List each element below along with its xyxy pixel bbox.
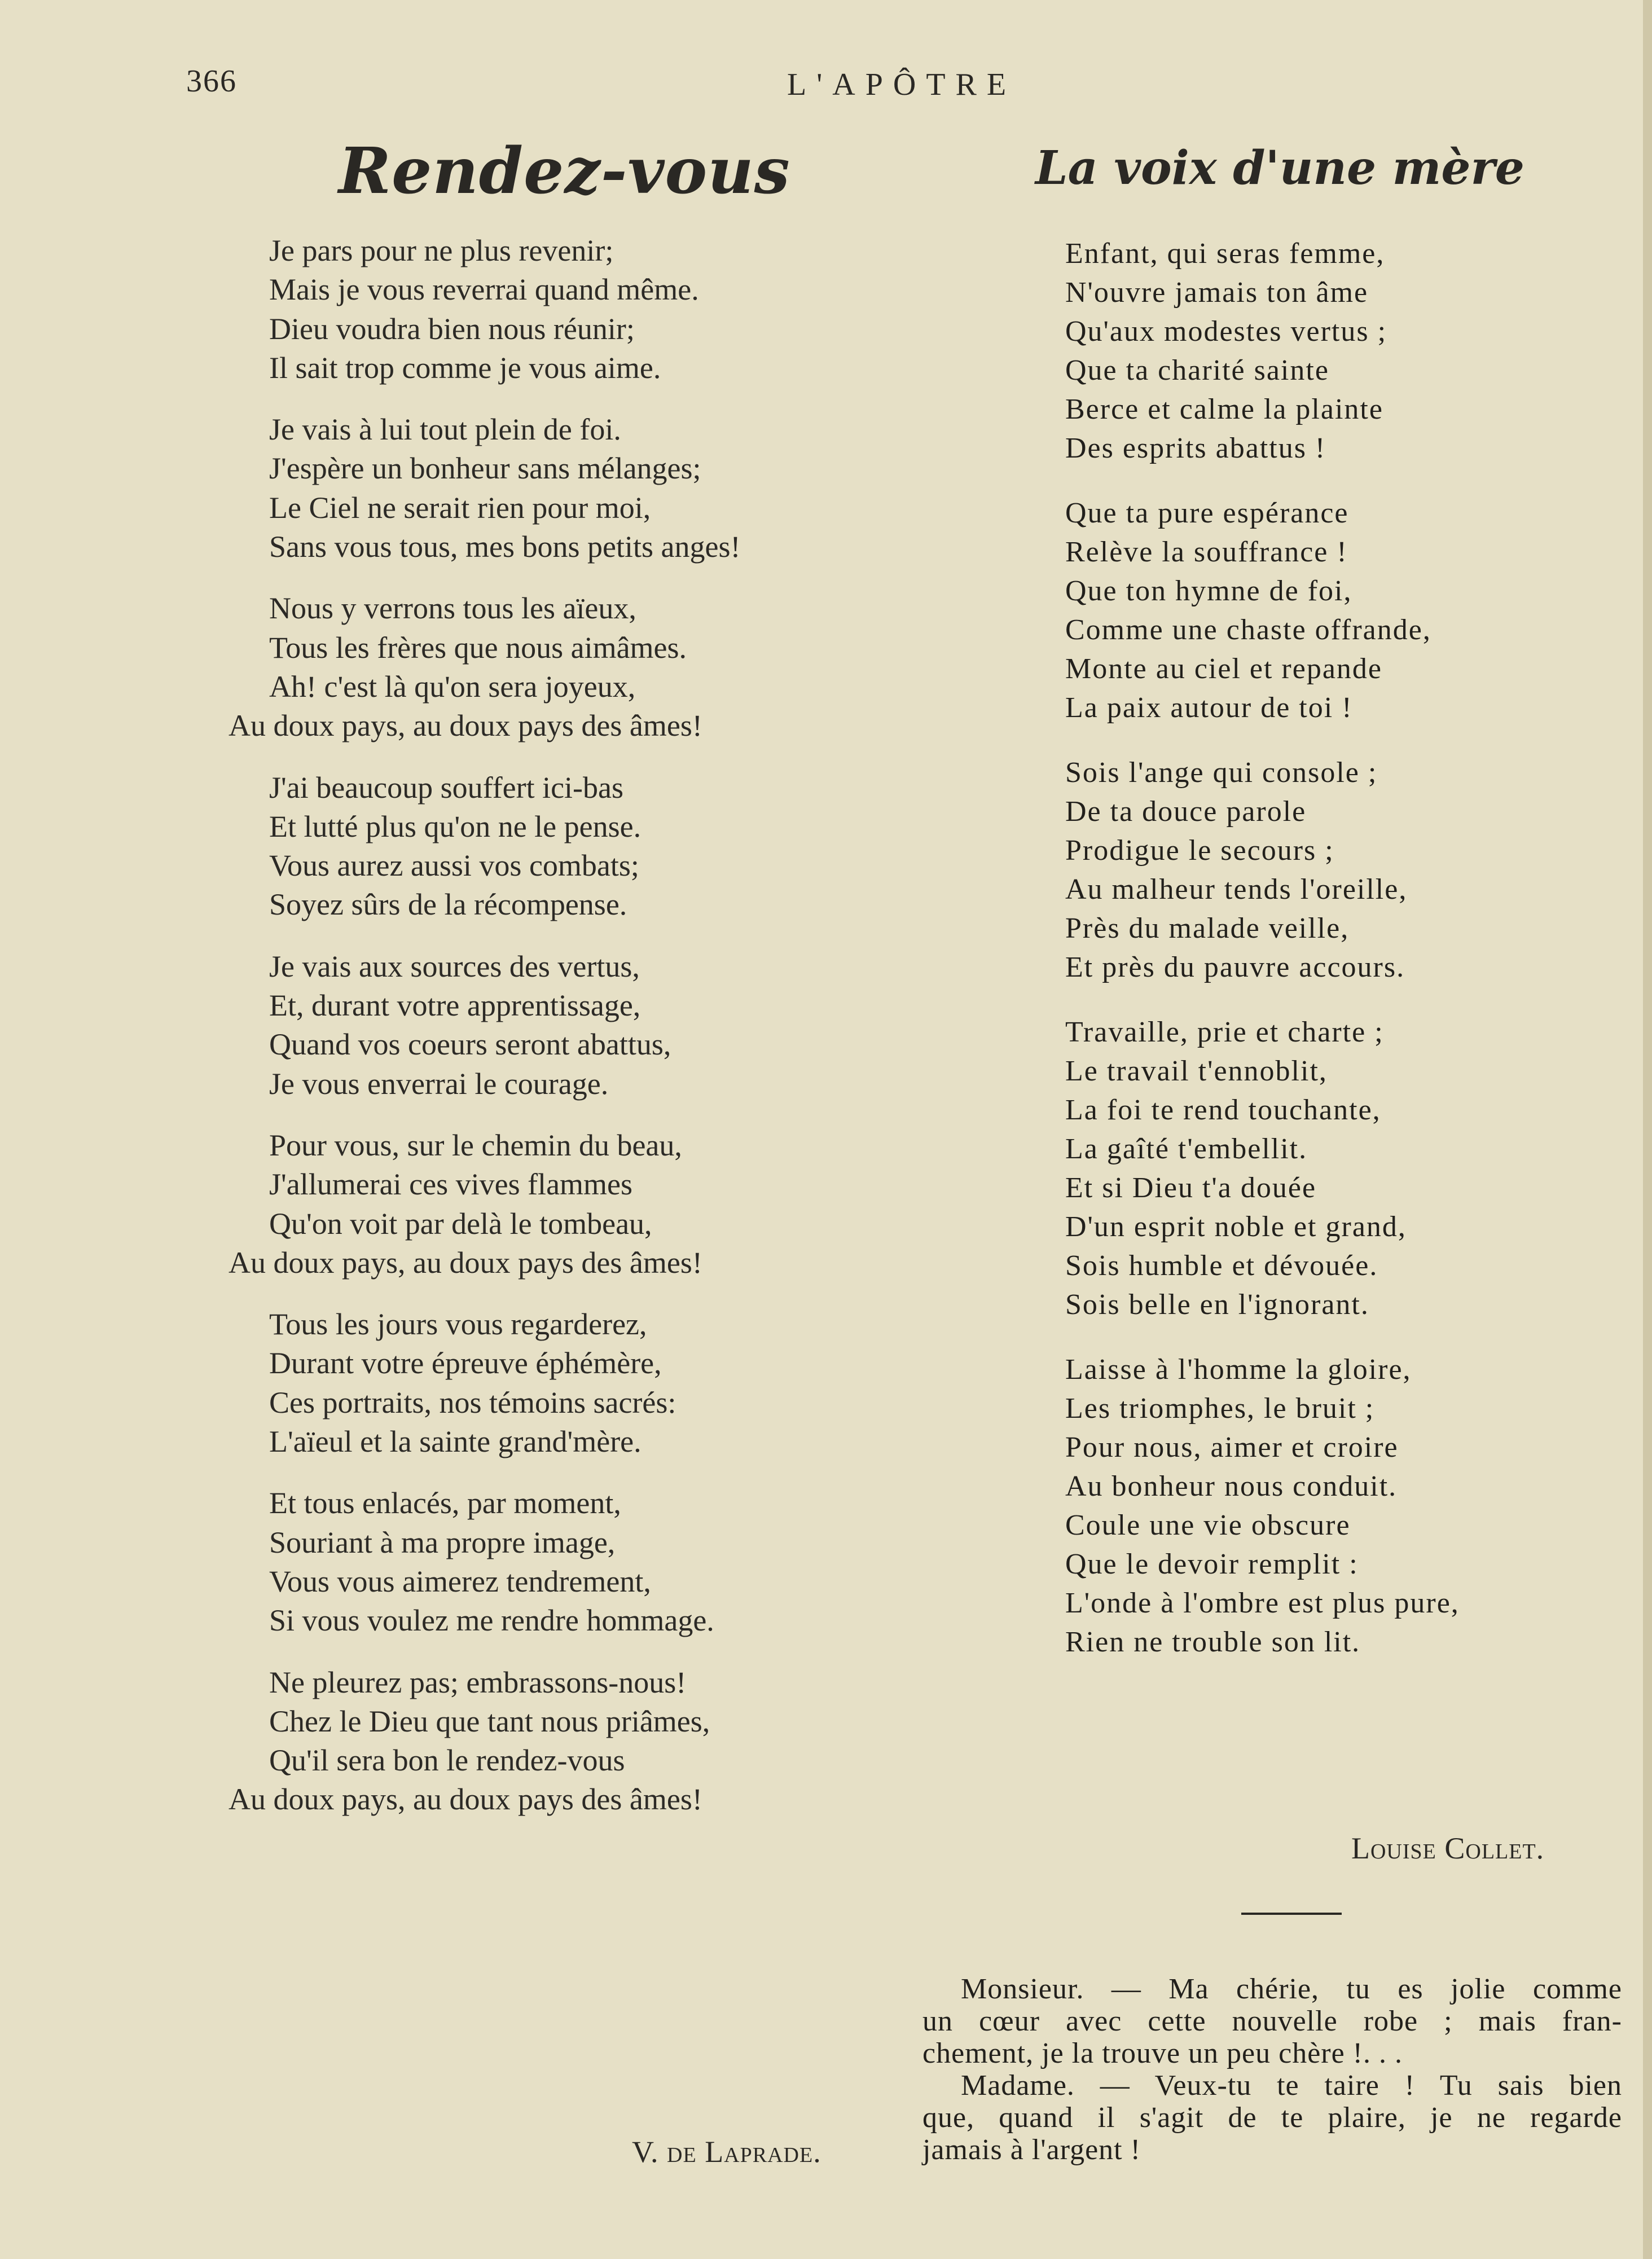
poem-line: Berce et calme la plainte: [1065, 393, 1383, 425]
stanza: [229, 231, 906, 388]
poem-line: Et, durant votre apprentissage,: [269, 988, 641, 1023]
poem-line: Tous les frères que nous aimâmes.: [269, 630, 687, 665]
poem-line: Enfant, qui seras femme,: [1065, 238, 1385, 270]
poem-line: L'aïeul et la sainte grand'mère.: [269, 1425, 642, 1459]
poem-line: Qu'on voit par delà le tombeau,: [269, 1206, 652, 1241]
poem-line: Nous y verrons tous les aïeux,: [269, 591, 636, 626]
poem-line: Je vais aux sources des vertus,: [269, 949, 640, 983]
page-number: 366: [186, 64, 237, 99]
right-poem-title: La voix d'une mère: [1035, 141, 1524, 195]
poem-line: Au bonheur nous conduit.: [1065, 1470, 1398, 1502]
poem-line: Souriant à ma propre image,: [269, 1525, 616, 1559]
stanza: [229, 768, 906, 925]
dialogue-line: Madame. — Veux-tu te taire ! Tu sais bien: [961, 2069, 1622, 2102]
stanza: [1065, 753, 1629, 987]
stanza: [229, 1663, 906, 1819]
left-poem-signature: V. de Laprade.: [632, 2135, 821, 2169]
poem-line: Il sait trop comme je vous aime.: [269, 350, 661, 385]
poem-line: Je vais à lui tout plein de foi.: [269, 412, 621, 447]
poem-line: N'ouvre jamais ton âme: [1065, 276, 1369, 309]
poem-line: J'espère un bonheur sans mélanges;: [269, 451, 701, 486]
stanza: [1065, 494, 1629, 727]
poem-line: D'un esprit noble et grand,: [1065, 1211, 1407, 1243]
poem-line: Mais je vous reverrai quand même.: [269, 273, 699, 307]
poem-line: Ah! c'est là qu'on sera joyeux,: [269, 669, 636, 704]
poem-line: Sois belle en l'ignorant.: [1065, 1289, 1369, 1321]
page-edge: [1643, 0, 1652, 2259]
poem-line: Près du malade veille,: [1065, 912, 1350, 944]
stanza: [229, 589, 906, 745]
poem-line: Le travail t'ennoblit,: [1065, 1055, 1328, 1087]
poem-line: Je vous enverrai le courage.: [269, 1066, 609, 1101]
poem-line: Vous aurez aussi vos combats;: [269, 849, 639, 883]
poem-line: J'allumerai ces vives flammes: [269, 1167, 633, 1202]
poem-line: Que ta pure espérance: [1065, 497, 1349, 529]
poem-line: Laisse à l'homme la gloire,: [1065, 1353, 1412, 1386]
poem-line: Soyez sûrs de la récompense.: [269, 887, 627, 922]
poem-line: Au malheur tends l'oreille,: [1065, 873, 1408, 906]
running-title: L'APÔTRE: [787, 67, 1017, 102]
poem-line: Que le devoir remplit :: [1065, 1548, 1359, 1580]
left-poem-title: Rendez-vous: [339, 134, 790, 208]
poem-line: Rien ne trouble son lit.: [1065, 1626, 1361, 1658]
poem-line: Relève la souffrance !: [1065, 536, 1348, 568]
right-poem-signature: Louise Collet.: [1351, 1831, 1545, 1865]
poem-line: Les triomphes, le bruit ;: [1065, 1392, 1375, 1425]
poem-line: Durant votre épreuve éphémère,: [269, 1346, 662, 1381]
poem-line: De ta douce parole: [1065, 796, 1307, 828]
poem-line: La gaîté t'embellit.: [1065, 1133, 1308, 1165]
dialogue-text: [922, 1973, 1622, 2166]
poem-line: J'ai beaucoup souffert ici-bas: [269, 770, 624, 805]
stanza: [229, 947, 906, 1104]
dialogue-line: un cœur avec cette nouvelle robe ; mais fran-: [922, 2005, 1622, 2037]
poem-line: Le Ciel ne serait rien pour moi,: [269, 490, 651, 525]
poem-line: Prodigue le secours ;: [1065, 834, 1334, 867]
stanza: [229, 1126, 906, 1282]
stanza: [229, 1484, 906, 1640]
poem-line: Et près du pauvre accours.: [1065, 951, 1405, 983]
poem-line: Qu'aux modestes vertus ;: [1065, 315, 1387, 348]
right-poem: [1065, 234, 1629, 1687]
poem-line: L'onde à l'ombre est plus pure,: [1065, 1587, 1460, 1619]
poem-line: Je pars pour ne plus revenir;: [269, 234, 614, 267]
poem-line: La foi te rend touchante,: [1065, 1094, 1381, 1126]
poem-line: Que ton hymne de foi,: [1065, 575, 1352, 607]
dialogue-line: Monsieur. — Ma chérie, tu es jolie comme: [961, 1973, 1622, 2005]
poem-line: Ces portraits, nos témoins sacrés:: [269, 1385, 676, 1419]
poem-line: Sois l'ange qui console ;: [1065, 757, 1378, 789]
stanza: [229, 1305, 906, 1461]
poem-line: Tous les jours vous regarderez,: [269, 1307, 647, 1342]
poem-line: Ne pleurez pas; embrassons-nous!: [269, 1665, 687, 1699]
dialogue-line: jamais à l'argent !: [922, 2134, 1141, 2166]
poem-line: Sans vous tous, mes bons petits anges!: [269, 530, 741, 564]
section-divider: [1241, 1913, 1342, 1915]
poem-line: Et lutté plus qu'on ne le pense.: [269, 809, 642, 843]
stanza: [1065, 1013, 1629, 1324]
poem-line: Au doux pays, au doux pays des âmes!: [229, 1782, 702, 1817]
poem-line: Quand vos coeurs seront abattus,: [269, 1027, 671, 1062]
dialogue-line: chement, je la trouve un peu chère !. . .: [922, 2037, 1403, 2069]
poem-line: Vous vous aimerez tendrement,: [269, 1564, 651, 1598]
poem-line: Sois humble et dévouée.: [1065, 1250, 1378, 1282]
stanza: [1065, 234, 1629, 468]
poem-line: Des esprits abattus !: [1065, 432, 1326, 464]
poem-line: Chez le Dieu que tant nous priâmes,: [269, 1704, 710, 1738]
poem-line: Que ta charité sainte: [1065, 354, 1329, 386]
poem-line: Travaille, prie et charte ;: [1065, 1016, 1384, 1048]
poem-line: Comme une chaste offrande,: [1065, 614, 1431, 646]
poem-line: Au doux pays, au doux pays des âmes!: [229, 709, 702, 743]
poem-line: Au doux pays, au doux pays des âmes!: [229, 1245, 702, 1280]
dialogue-line: que, quand il s'agit de te plaire, je ne regarde: [922, 2102, 1622, 2134]
stanza: [229, 410, 906, 566]
poem-line: Dieu voudra bien nous réunir;: [269, 311, 635, 346]
poem-line: Pour nous, aimer et croire: [1065, 1431, 1399, 1463]
left-poem: [229, 231, 906, 1842]
poem-line: Qu'il sera bon le rendez-vous: [269, 1743, 625, 1778]
poem-line: La paix autour de toi !: [1065, 692, 1353, 724]
poem-line: Si vous voulez me rendre hommage.: [269, 1603, 714, 1638]
stanza: [1065, 1350, 1629, 1662]
poem-line: Monte au ciel et repande: [1065, 653, 1382, 685]
poem-line: Coule une vie obscure: [1065, 1509, 1351, 1541]
poem-line: Et si Dieu t'a douée: [1065, 1172, 1317, 1204]
poem-line: Et tous enlacés, par moment,: [269, 1486, 621, 1520]
poem-line: Pour vous, sur le chemin du beau,: [269, 1128, 682, 1162]
